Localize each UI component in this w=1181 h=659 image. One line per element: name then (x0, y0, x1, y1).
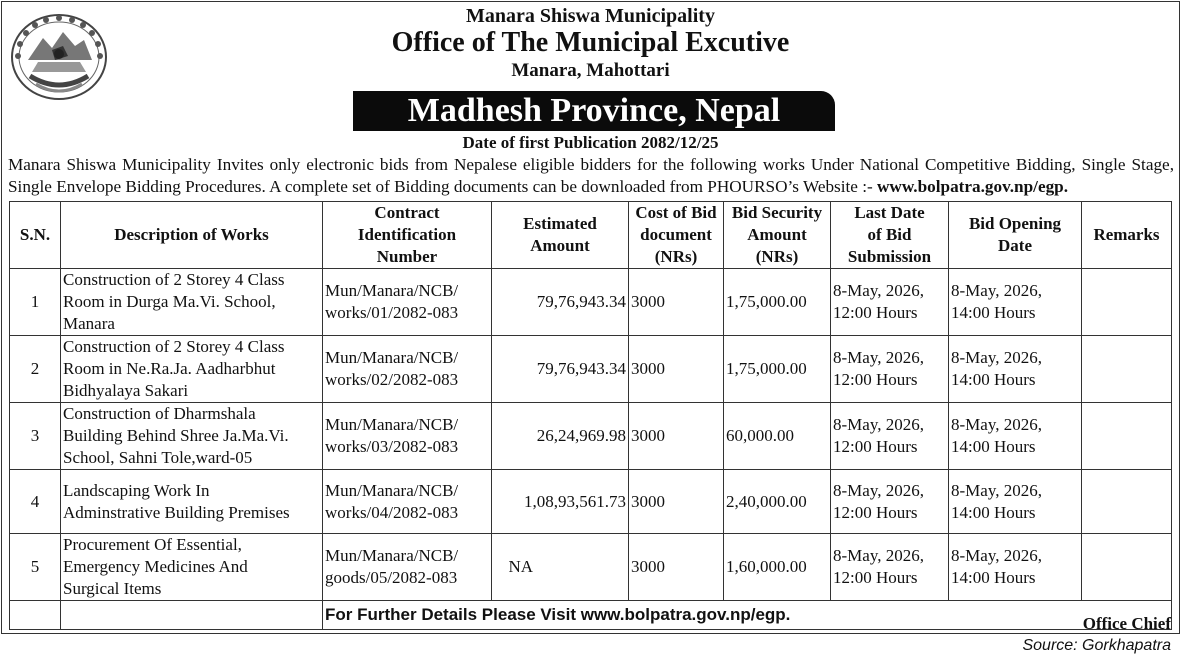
header-bid-document-cost: Cost of Bid document (NRs) (629, 202, 724, 269)
source-credit: Source: Gorkhapatra (1022, 637, 1171, 654)
province-banner: Madhesh Province, Nepal (353, 91, 835, 131)
footer-empty-cell (61, 601, 323, 630)
cell-description: Construction of 2 Storey 4 Class Room in Ne.Ra.Ja. Aadharbhut Bidhyalaya Sakari (61, 336, 323, 403)
table-row (10, 534, 1172, 601)
cell-opening-date: 8-May, 2026, 14:00 Hours (949, 269, 1082, 336)
cell-contract-id: Mun/Manara/NCB/ works/01/2082-083 (323, 269, 492, 336)
cell-bid-security: 1,60,000.00 (724, 534, 831, 601)
cell-estimated-amount: 79,76,943.34 (492, 336, 629, 403)
cell-last-date: 8-May, 2026, 12:00 Hours (831, 269, 949, 336)
header-remarks: Remarks (1082, 202, 1172, 269)
cell-last-date: 8-May, 2026, 12:00 Hours (831, 534, 949, 601)
office-title: Office of The Municipal Excutive (391, 27, 790, 58)
office-chief-signature: Office Chief (1082, 614, 1171, 633)
cell-sn: 1 (10, 269, 61, 336)
cell-bid-security: 1,75,000.00 (724, 269, 831, 336)
cell-opening-date: 8-May, 2026, 14:00 Hours (949, 470, 1082, 534)
table-row (10, 336, 1172, 403)
cell-estimated-amount: 79,76,943.34 (492, 269, 629, 336)
cell-last-date: 8-May, 2026, 12:00 Hours (831, 470, 949, 534)
table-footer-row (10, 601, 1172, 630)
header-sn: S.N. (10, 202, 61, 269)
publication-date: Date of first Publication 2082/12/25 (462, 133, 719, 152)
cell-contract-id: Mun/Manara/NCB/ works/04/2082-083 (323, 470, 492, 534)
cell-contract-id: Mun/Manara/NCB/ works/03/2082-083 (323, 403, 492, 470)
cell-description: Landscaping Work In Adminstrative Building Premises (61, 470, 323, 534)
cell-estimated-amount: 26,24,969.98 (492, 403, 629, 470)
intro-text: Manara Shiswa Municipality Invites only electronic bids from Nepalese eligible bidders for the following works Under National Competitive Bidding, Single Stage, Single Envelope Bidding Procedures. A complete set of Bidding documents can be downloaded from PHOURSO’s Website :- (8, 155, 1174, 196)
further-details-note[interactable]: For Further Details Please Visit www.bolpatra.gov.np/egp. (323, 601, 1172, 630)
cell-sn: 3 (10, 403, 61, 470)
works-table (9, 201, 1172, 630)
footer-empty-cell (10, 601, 61, 630)
cell-bid-security: 60,000.00 (724, 403, 831, 470)
cell-bid-security: 1,75,000.00 (724, 336, 831, 403)
cell-remarks (1082, 403, 1172, 470)
cell-description: Construction of 2 Storey 4 Class Room in Durga Ma.Vi. School, Manara (61, 269, 323, 336)
header-contract-id: Contract Identification Number (323, 202, 492, 269)
cell-estimated-amount: NA (492, 534, 629, 601)
municipality-name: Manara Shiswa Municipality (466, 5, 715, 27)
header-opening-date: Bid Opening Date (949, 202, 1082, 269)
cell-sn: 4 (10, 470, 61, 534)
cell-opening-date: 8-May, 2026, 14:00 Hours (949, 534, 1082, 601)
cell-contract-id: Mun/Manara/NCB/ goods/05/2082-083 (323, 534, 492, 601)
intro-website-link[interactable]: www.bolpatra.gov.np/egp. (877, 177, 1069, 196)
cell-remarks (1082, 534, 1172, 601)
table-header-row (10, 202, 1172, 269)
cell-remarks (1082, 269, 1172, 336)
cell-bid-security: 2,40,000.00 (724, 470, 831, 534)
header-bid-security: Bid Security Amount (NRs) (724, 202, 831, 269)
cell-bid-document-cost: 3000 (629, 269, 724, 336)
cell-bid-document-cost: 3000 (629, 534, 724, 601)
cell-opening-date: 8-May, 2026, 14:00 Hours (949, 403, 1082, 470)
cell-remarks (1082, 336, 1172, 403)
cell-last-date: 8-May, 2026, 12:00 Hours (831, 403, 949, 470)
cell-remarks (1082, 470, 1172, 534)
table-row (10, 269, 1172, 336)
cell-contract-id: Mun/Manara/NCB/ works/02/2082-083 (323, 336, 492, 403)
header-description: Description of Works (61, 202, 323, 269)
cell-description: Procurement Of Essential, Emergency Medicines And Surgical Items (61, 534, 323, 601)
cell-description: Construction of Dharmshala Building Behind Shree Ja.Ma.Vi. School, Sahni Tole,ward-05 (61, 403, 323, 470)
cell-bid-document-cost: 3000 (629, 470, 724, 534)
intro-paragraph (8, 154, 1174, 198)
cell-sn: 2 (10, 336, 61, 403)
location: Manara, Mahottari (511, 60, 670, 81)
header-last-date: Last Date of Bid Submission (831, 202, 949, 269)
table-row (10, 470, 1172, 534)
table-row (10, 403, 1172, 470)
cell-bid-document-cost: 3000 (629, 403, 724, 470)
cell-last-date: 8-May, 2026, 12:00 Hours (831, 336, 949, 403)
header-estimated-amount: Estimated Amount (492, 202, 629, 269)
cell-opening-date: 8-May, 2026, 14:00 Hours (949, 336, 1082, 403)
cell-bid-document-cost: 3000 (629, 336, 724, 403)
cell-estimated-amount: 1,08,93,561.73 (492, 470, 629, 534)
cell-sn: 5 (10, 534, 61, 601)
